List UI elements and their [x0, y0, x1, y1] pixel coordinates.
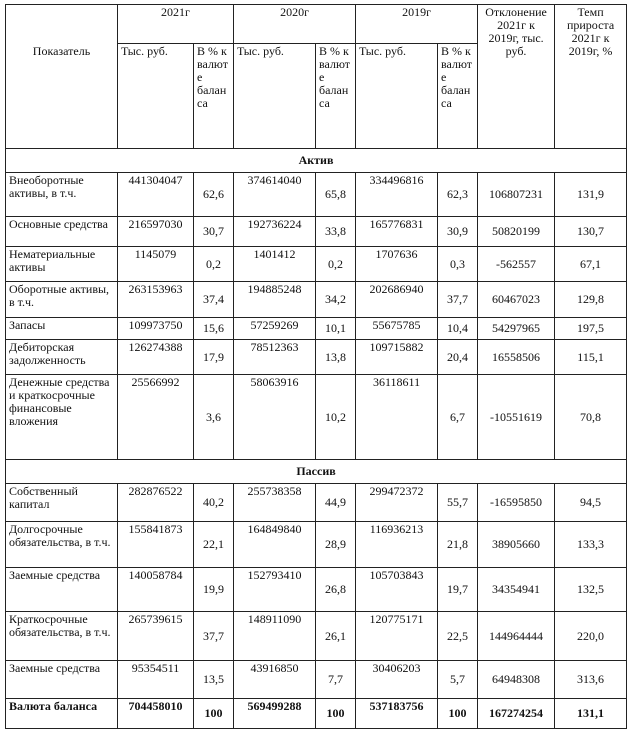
indicator-name: Заемные средства	[6, 568, 118, 612]
deviation: 34354941	[478, 568, 555, 612]
value-2019: 537183756	[356, 699, 438, 729]
pct-2020: 10,1	[316, 318, 356, 340]
value-2019: 30406203	[356, 661, 438, 699]
pct-2020: 13,8	[316, 340, 356, 375]
value-2021: 282876522	[118, 484, 194, 522]
pct-2020: 28,9	[316, 522, 356, 568]
value-2020: 1401412	[234, 247, 316, 282]
pct-2019: 100	[438, 699, 478, 729]
indicator-name: Собственный капитал	[6, 484, 118, 522]
value-2019: 105703843	[356, 568, 438, 612]
table-body	[6, 5, 627, 729]
growth-rate: 129,8	[555, 282, 627, 318]
pct-2019: 37,7	[438, 282, 478, 318]
growth-rate: 131,1	[555, 699, 627, 729]
value-2021: 155841873	[118, 522, 194, 568]
indicator-name: Внеоборотные активы, в т.ч.	[6, 173, 118, 217]
growth-rate: 133,3	[555, 522, 627, 568]
value-2019: 202686940	[356, 282, 438, 318]
section-liabilities	[6, 460, 627, 484]
value-2020: 148911090	[234, 612, 316, 661]
pct-2019: 20,4	[438, 340, 478, 375]
indicator-name: Основные средства	[6, 217, 118, 247]
balance-table	[5, 4, 627, 729]
table-row	[6, 173, 627, 217]
pct-2019: 5,7	[438, 661, 478, 699]
pct-2019: 55,7	[438, 484, 478, 522]
growth-rate: 220,0	[555, 612, 627, 661]
pct-2019: 62,3	[438, 173, 478, 217]
header-growth-rate: Темп прироста 2021г к 2019г, %	[555, 5, 627, 149]
value-2019: 1707636	[356, 247, 438, 282]
growth-rate: 130,7	[555, 217, 627, 247]
value-2019: 165776831	[356, 217, 438, 247]
pct-2019: 0,3	[438, 247, 478, 282]
indicator-name: Оборотные активы, в т.ч.	[6, 282, 118, 318]
header-pct-2019: В % к валюте баланса	[438, 44, 478, 149]
value-2021: 263153963	[118, 282, 194, 318]
growth-rate: 131,9	[555, 173, 627, 217]
table-row	[6, 282, 627, 318]
value-2019: 109715882	[356, 340, 438, 375]
pct-2021: 62,6	[194, 173, 234, 217]
table-row	[6, 217, 627, 247]
value-2020: 192736224	[234, 217, 316, 247]
value-2019: 299472372	[356, 484, 438, 522]
value-2020: 78512363	[234, 340, 316, 375]
deviation: 16558506	[478, 340, 555, 375]
pct-2020: 0,2	[316, 247, 356, 282]
value-2020: 57259269	[234, 318, 316, 340]
deviation: 64948308	[478, 661, 555, 699]
growth-rate: 313,6	[555, 661, 627, 699]
pct-2021: 15,6	[194, 318, 234, 340]
indicator-name: Запасы	[6, 318, 118, 340]
header-year-2019: 2019г	[356, 5, 478, 44]
pct-2021: 0,2	[194, 247, 234, 282]
indicator-name: Денежные средства и краткосрочные финансовые вложения	[6, 375, 118, 460]
section-assets-label: Актив	[6, 149, 627, 173]
value-2020: 194885248	[234, 282, 316, 318]
table-row	[6, 318, 627, 340]
value-2019: 116936213	[356, 522, 438, 568]
pct-2020: 33,8	[316, 217, 356, 247]
pct-2021: 40,2	[194, 484, 234, 522]
value-2021: 265739615	[118, 612, 194, 661]
indicator-name: Валюта баланса	[6, 699, 118, 729]
section-liabilities-label: Пассив	[6, 460, 627, 484]
growth-rate: 197,5	[555, 318, 627, 340]
indicator-name: Нематериальные активы	[6, 247, 118, 282]
header-year-2021: 2021г	[118, 5, 234, 44]
deviation: 38905660	[478, 522, 555, 568]
table-row	[6, 247, 627, 282]
indicator-name: Дебиторская задолженность	[6, 340, 118, 375]
pct-2020: 26,1	[316, 612, 356, 661]
table-row	[6, 568, 627, 612]
deviation: 144964444	[478, 612, 555, 661]
pct-2019: 21,8	[438, 522, 478, 568]
pct-2021: 37,7	[194, 612, 234, 661]
deviation: 50820199	[478, 217, 555, 247]
pct-2021: 30,7	[194, 217, 234, 247]
growth-rate: 70,8	[555, 375, 627, 460]
pct-2020: 7,7	[316, 661, 356, 699]
value-2019: 334496816	[356, 173, 438, 217]
table-row	[6, 375, 627, 460]
value-2019: 36118611	[356, 375, 438, 460]
header-year-2020: 2020г	[234, 5, 356, 44]
value-2021: 109973750	[118, 318, 194, 340]
deviation: -10551619	[478, 375, 555, 460]
value-2021: 25566992	[118, 375, 194, 460]
value-2021: 126274388	[118, 340, 194, 375]
pct-2021: 13,5	[194, 661, 234, 699]
header-deviation: Отклонение 2021г к 2019г, тыс. руб.	[478, 5, 555, 149]
header-pct-2020: В % к валюте баланса	[316, 44, 356, 149]
value-2021: 95354511	[118, 661, 194, 699]
header-indicator: Показатель	[6, 5, 118, 149]
pct-2019: 30,9	[438, 217, 478, 247]
pct-2019: 6,7	[438, 375, 478, 460]
value-2020: 43916850	[234, 661, 316, 699]
pct-2020: 34,2	[316, 282, 356, 318]
value-2021: 216597030	[118, 217, 194, 247]
total-row	[6, 699, 627, 729]
pct-2021: 37,4	[194, 282, 234, 318]
pct-2019: 19,7	[438, 568, 478, 612]
growth-rate: 132,5	[555, 568, 627, 612]
pct-2021: 17,9	[194, 340, 234, 375]
growth-rate: 67,1	[555, 247, 627, 282]
deviation: -16595850	[478, 484, 555, 522]
value-2021: 1145079	[118, 247, 194, 282]
value-2021: 140058784	[118, 568, 194, 612]
growth-rate: 94,5	[555, 484, 627, 522]
deviation: 106807231	[478, 173, 555, 217]
value-2019: 120775171	[356, 612, 438, 661]
header-unit-2020: Тыс. руб.	[234, 44, 316, 149]
indicator-name: Заемные средства	[6, 661, 118, 699]
header-pct-2021: В % к валюте баланса	[194, 44, 234, 149]
pct-2020: 26,8	[316, 568, 356, 612]
table-row	[6, 612, 627, 661]
table-row	[6, 522, 627, 568]
pct-2020: 100	[316, 699, 356, 729]
value-2021: 704458010	[118, 699, 194, 729]
value-2020: 58063916	[234, 375, 316, 460]
section-assets	[6, 149, 627, 173]
pct-2020: 44,9	[316, 484, 356, 522]
pct-2020: 65,8	[316, 173, 356, 217]
growth-rate: 115,1	[555, 340, 627, 375]
value-2021: 441304047	[118, 173, 194, 217]
pct-2019: 10,4	[438, 318, 478, 340]
indicator-name: Краткосрочные обязательства, в т.ч.	[6, 612, 118, 661]
pct-2019: 22,5	[438, 612, 478, 661]
table-row	[6, 661, 627, 699]
deviation: 54297965	[478, 318, 555, 340]
value-2020: 569499288	[234, 699, 316, 729]
value-2019: 55675785	[356, 318, 438, 340]
header-unit-2019: Тыс. руб.	[356, 44, 438, 149]
table-row	[6, 484, 627, 522]
deviation: -562557	[478, 247, 555, 282]
pct-2021: 100	[194, 699, 234, 729]
table-row	[6, 340, 627, 375]
value-2020: 152793410	[234, 568, 316, 612]
pct-2021: 22,1	[194, 522, 234, 568]
deviation: 60467023	[478, 282, 555, 318]
value-2020: 255738358	[234, 484, 316, 522]
value-2020: 164849840	[234, 522, 316, 568]
pct-2021: 3,6	[194, 375, 234, 460]
header-row-years	[6, 5, 627, 44]
header-unit-2021: Тыс. руб.	[118, 44, 194, 149]
indicator-name: Долгосрочные обязательства, в т.ч.	[6, 522, 118, 568]
pct-2021: 19,9	[194, 568, 234, 612]
value-2020: 374614040	[234, 173, 316, 217]
pct-2020: 10,2	[316, 375, 356, 460]
deviation: 167274254	[478, 699, 555, 729]
